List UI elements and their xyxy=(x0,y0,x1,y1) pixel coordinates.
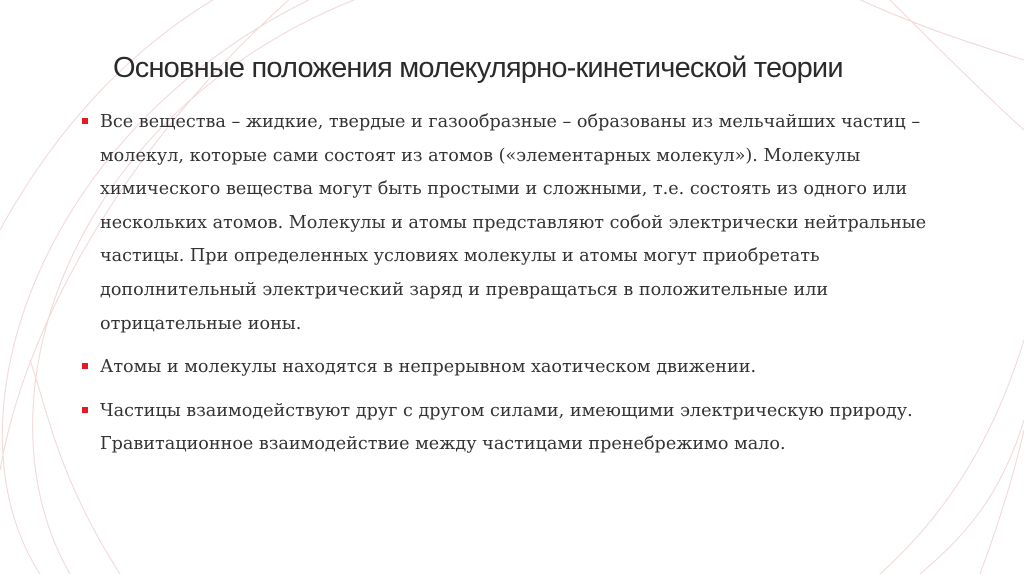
slide-title: Основные положения молекулярно-кинетической теории xyxy=(113,52,843,84)
bullet-text: Частицы взаимодействуют друг с другом силами, имеющими электрическую природу. Гравитационное взаимодействие между частицами пренебрежимо мало. xyxy=(100,400,913,455)
bullet-text: Все вещества – жидкие, твердые и газообразные – образованы из мельчайших частиц – молекул, которые сами состоят из атомов («элементарных молекул»). Молекулы химического вещества могут быть простыми и сложными, т.е. состоять из одного или нескольких атомов. Молекулы и атомы представляют собой электрически нейтральные частицы. При определенных условиях молекулы и атомы могут приобретать дополнительный электрический заряд и превращаться в положительные или отрицательные ионы. xyxy=(100,112,927,334)
bullet-item xyxy=(82,395,952,462)
square-bullet-icon xyxy=(82,118,88,124)
bullet-text: Атомы и молекулы находятся в непрерывном хаотическом движении. xyxy=(100,357,757,378)
bullet-list xyxy=(82,106,952,472)
bullet-item xyxy=(82,106,952,341)
square-bullet-icon xyxy=(82,407,88,413)
bullet-item xyxy=(82,351,952,385)
square-bullet-icon xyxy=(82,363,88,369)
